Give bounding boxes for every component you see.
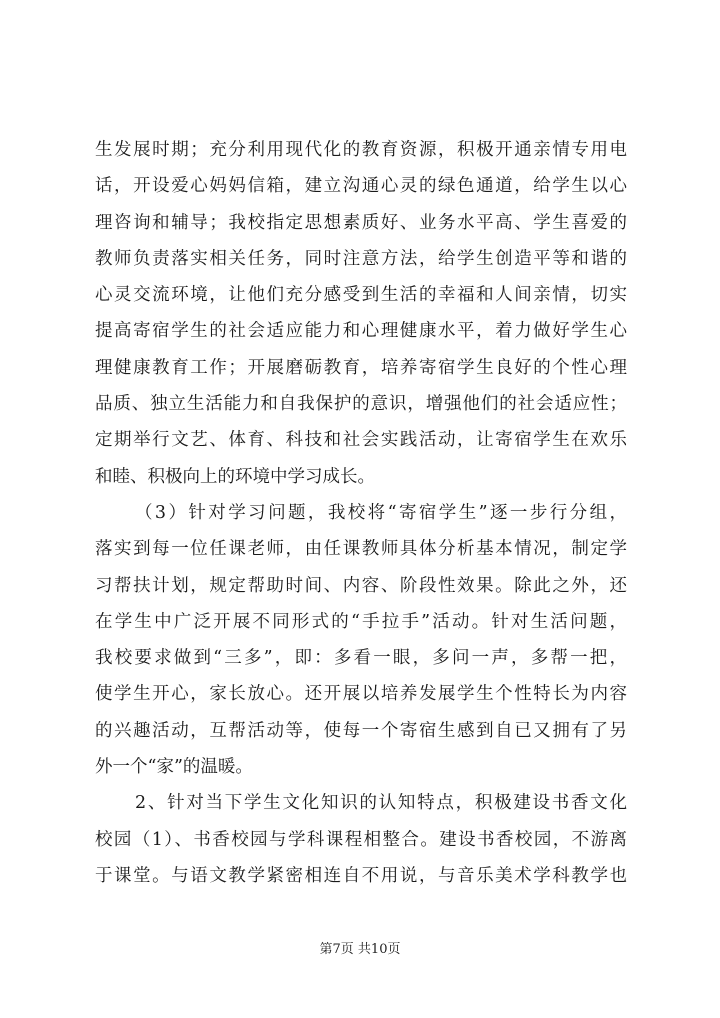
paragraph xyxy=(95,495,627,785)
text-line: 理健康教育工作；开展磨砺教育，培养寄宿学生良好的个性心理 xyxy=(95,357,627,378)
text-line: 在学生中广泛开展不同形式的“手拉手”活动。针对生活问题， xyxy=(95,611,627,632)
text-line: 的兴趣活动，互帮活动等，使每一个寄宿生感到自已又拥有了另 xyxy=(95,720,627,741)
text-line: （3）针对学习问题，我校将“寄宿学生”逐一步行分组， xyxy=(135,502,627,523)
text-line: 教师负责落实相关任务，同时注意方法，给学生创造平等和谐的 xyxy=(95,248,627,269)
body-text xyxy=(95,132,627,894)
text-line: 于课堂。与语文教学紧密相连自不用说，与音乐美术学科教学也 xyxy=(95,865,627,886)
text-line: 外一个“家”的温暖。 xyxy=(95,757,253,778)
text-line: 使学生开心，家长放心。还开展以培养发展学生个性特长为内容 xyxy=(95,684,627,705)
text-line: 理咨询和辅导；我校指定思想素质好、业务水平高、学生喜爱的 xyxy=(95,212,627,233)
text-line: 生发展时期；充分利用现代化的教育资源，积极开通亲情专用电 xyxy=(95,140,627,160)
text-line: 和睦、积极向上的环境中学习成长。 xyxy=(95,466,375,487)
text-line: 品质、独立生活能力和自我保护的意识，增强他们的社会适应性； xyxy=(95,394,627,415)
text-line: 校园（1）、书香校园与学科课程相整合。建设书香校园，不游离 xyxy=(95,829,627,850)
page-footer: 第7页 共10页 xyxy=(319,942,401,957)
text-line: 话，开设爱心妈妈信箱，建立沟通心灵的绿色通道，给学生以心 xyxy=(95,176,627,197)
text-line: 落实到每一位任课老师，由任课教师具体分析基本情况，制定学 xyxy=(95,539,627,560)
text-line: 2、针对当下学生文化知识的认知特点，积极建设书香文化 xyxy=(135,793,627,814)
text-line: 我校要求做到“三多”，即：多看一眼，多问一声，多帮一把， xyxy=(95,648,627,669)
text-line: 习帮扶计划，规定帮助时间、内容、阶段性效果。除此之外，还 xyxy=(95,575,627,596)
paragraph xyxy=(95,132,627,495)
text-line: 心灵交流环境，让他们充分感受到生活的幸福和人间亲情，切实 xyxy=(95,285,627,306)
text-line: 定期举行文艺、体育、科技和社会实践活动，让寄宿学生在欢乐 xyxy=(95,430,627,451)
text-line: 提高寄宿学生的社会适应能力和心理健康水平，着力做好学生心 xyxy=(95,321,627,342)
paragraph xyxy=(95,785,627,894)
